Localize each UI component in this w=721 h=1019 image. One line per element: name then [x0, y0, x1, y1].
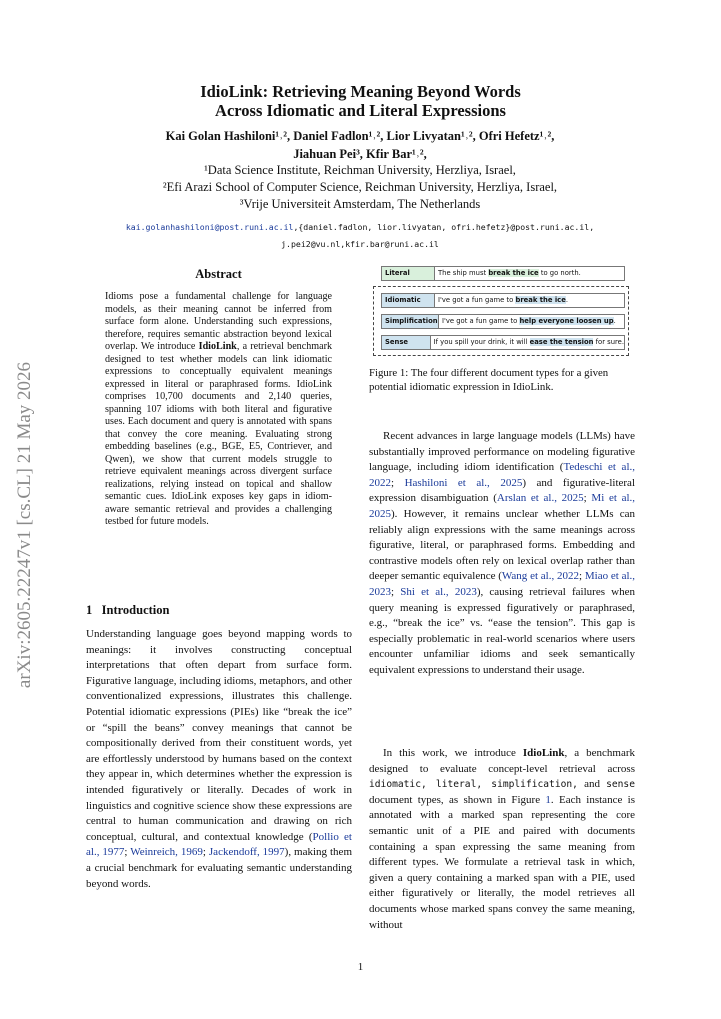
right-text-c: ). However, it remains unclear whether LLMs can reliably align expressions with the same meanings across figurative, literal, or paraphrased forms. Embedding and contrastive models often rely on lexical overlap rather than deeper semantic equivalence ( [369, 507, 635, 583]
right2-text-d: document types, as shown in Figure [369, 793, 546, 806]
right-text-a: Recent advances in large language models (LLMs) have substantially improved performance on modeling figurative language, including idiom identification ( [369, 430, 635, 474]
doc-example: If you spill your drink, it will ease the tension for sure. [430, 336, 624, 349]
citation-tedeschi[interactable]: Tedeschi et al., 2022 [369, 461, 635, 489]
doc-example: I've got a fun game to break the ice. [434, 294, 624, 307]
arxiv-id: arXiv:2605.22247v1 [cs.CL] 21 May 2026 [14, 361, 35, 689]
section-heading-introduction [86, 603, 169, 618]
citation-shi[interactable]: Shi et al., 2023 [400, 585, 477, 598]
right2-text-a: In this work, we introduce [383, 747, 523, 759]
title-line-2: Across Idiomatic and Literal Expressions [215, 101, 506, 120]
paper-title [0, 82, 721, 120]
abstract-body [105, 291, 332, 529]
doc-type-label: Sense [382, 336, 430, 349]
arxiv-watermark [6, 330, 44, 720]
figure-reference[interactable]: 1 [545, 793, 551, 806]
intro-text-a: Understanding language goes beyond mapping words to meanings: it involves constructing conceptual interpretations that often depart from surface form. Figurative language, including idioms, metaphors, and other conventionalized expressions, illustrates this challenge. Potential idiomatic expressions (PIEs) like “break the ice” or “spill the beans” convey meanings that cannot be compositionally derived from their constituent words, yet are effortlessly understood by humans based on the context they appear in, which determines whether the expression is intended figuratively or literally. Decades of work in linguistics and cognitive science show these expressions are central to human communication and drawing on rich conceptual, cultural, and contextual knowledge ( [86, 628, 352, 843]
marked-span: ease the tension [529, 338, 594, 346]
author-emails [60, 219, 660, 253]
authors-line-1: Kai Golan Hashiloni¹˒², Daniel Fadlon¹˒², Lior Livyatan¹˒², Ofri Hefetz¹˒², [165, 129, 555, 143]
section-title: Introduction [101, 603, 170, 617]
title-line-1: IdioLink: Retrieving Meaning Beyond Words [200, 82, 521, 101]
figure-1 [373, 263, 631, 358]
doc-type-label: Literal [382, 267, 434, 280]
section-number: 1 [86, 603, 93, 617]
email-link-1[interactable]: kai.golanhashiloni@post.runi.ac.il [125, 222, 294, 232]
email-text-3: j.pei2@vu.nl,kfir.bar@runi.ac.il [281, 239, 439, 249]
right-text-d: ), causing retrieval failures when query meaning is expressed figuratively or paraphrased, e.g., “break the ice” vs. “ease the tension”. This gap is especially problematic in real-world scenarios where users encounter unfamiliar idioms and seek semantically equivalent expressions to understand their usage. [369, 585, 635, 676]
page-number: 1 [357, 961, 364, 973]
email-text-2: ,{daniel.fadlon, lior.livyatan, ofri.hefetz}@post.runi.ac.il, [293, 222, 595, 232]
citation-mi[interactable]: Mi et al., 2025 [369, 492, 636, 520]
intro-paragraph-1: Understanding language goes beyond mapping words to meanings: it involves constructing conceptual interpretations that often depart from surface form. Figurative language, including idioms, metaphors, and other conventionalized expressions, illustrates this challenge. Potential idiomatic expressions (PIEs) like “break the ice” or “spill the beans” convey meanings that cannot be compositionally derived from their constituent words, yet are effortlessly understood by humans based on the context they appear in, which determines whether the expression is intended figuratively or literally. Decades of work in linguistics and cognitive science show these expressions are central to human communication and drawing on rich conceptual, cultural, and contextual knowledge (Pollio et al., 1977; Weinreich, 1969; Jackendoff, 1997), making them a crucial benchmark for evaluating semantic understanding beyond words. [86, 628, 352, 890]
marked-span: break the ice [488, 269, 539, 277]
marked-span: help everyone loosen up [519, 317, 614, 325]
right-text-b: ) and figurative-literal expression disambiguation ( [369, 476, 636, 505]
figure-row-simplification [381, 314, 625, 329]
intro-text-b: ), making them a crucial benchmark for evaluating semantic understanding beyond words. [86, 846, 352, 890]
doc-type-label: Idiomatic [382, 294, 434, 307]
author-list [60, 127, 660, 163]
doc-example: The ship must break the ice to go north. [434, 267, 624, 280]
affiliation-3: ³Vrije Universiteit Amsterdam, The Netherlands [239, 197, 481, 211]
right2-mono: idiomatic, literal, simplification, [369, 779, 578, 791]
figure-row-idiomatic [381, 293, 625, 308]
affiliation-1: ¹Data Science Institute, Reichman University, Herzliya, Israel, [204, 163, 516, 177]
right-paragraph-2 [369, 746, 635, 933]
citation-weinreich[interactable]: Weinreich, 1969 [130, 846, 203, 859]
affiliation-2: ²Efi Arazi School of Computer Science, Reichman University, Herzliya, Israel, [162, 180, 558, 194]
right2-mono-2: sense [606, 779, 635, 791]
abstract-text-2: , a retrieval benchmark designed to test whether models can link idiomatic expressions to conceptually equivalent meanings expressed in literal or paraphrased forms. IdioLink comprises 10,700 documents and 2,140 queries, spanning 107 idioms with both literal and figurative uses. Each document and query is annotated with spans that convey the core meaning. Evaluating strong embedding baselines (e.g., BGE, E5, Contriever, and Qwen), we show that current models struggle to retrieve equivalent meanings across divergent surface realizations, relying instead on topical and shallow semantic cues. IdioLink exposes key gaps in idiom-aware semantic retrieval and provides a challenging testbed for future models. [105, 341, 332, 527]
abstract-text-1: Idioms pose a fundamental challenge for language models, as their meaning cannot be inferred from surface form alone. Understanding such expressions, therefore, requires semantic abstraction beyond lexical overlap. We introduce [105, 291, 332, 352]
authors-line-2: Jiahuan Pei³, Kfir Bar¹˒², [293, 147, 427, 161]
doc-example: I've got a fun game to help everyone loosen up. [438, 315, 624, 328]
right2-text-b: , a benchmark designed to evaluate concept-level retrieval across [369, 747, 636, 775]
citation-miao[interactable]: Miao et al., 2023 [369, 570, 636, 598]
right2-text-c: and [577, 778, 607, 791]
citation-jackendoff[interactable]: Jackendoff, 1997 [208, 846, 285, 859]
citation-pollio[interactable]: Pollio et al., 1977 [86, 830, 352, 859]
citation-wang[interactable]: Wang et al., 2022 [501, 570, 580, 583]
doc-type-label: Simplification [382, 315, 438, 328]
figure-row-sense [381, 335, 625, 350]
right2-text-e: . Each instance is annotated with a marked span representing the core semantic unit of a PIE and paired with documents containing a span expressing the same meaning from different types. We formulate a retrieval task in which, given a query containing a marked span with a PIE, used either figuratively or literally, the model retrieves all documents whose marked spans convey the same meaning, without [369, 793, 635, 931]
figure-caption: Figure 1: The four different document types for a given potential idiomatic expression in IdioLink. [369, 367, 609, 393]
right2-bold: IdioLink [522, 747, 565, 759]
marked-span: break the ice [515, 296, 566, 304]
citation-hashiloni[interactable]: Hashiloni et al., 2025 [404, 476, 523, 489]
citation-arslan[interactable]: Arslan et al., 2025 [496, 492, 584, 505]
right-paragraph-1: Recent advances in large language models (LLMs) have substantially improved performance on modeling figurative language, including idiom identification (Tedeschi et al., 2022; Hashiloni et al., 2025) and figurative-literal expression disambiguation (Arslan et al., 2025; Mi et al., 2025). However, it remains unclear whether LLMs can reliably align expressions with the same meanings across figurative, literal, or paraphrased forms. Embedding and contrastive models often rely on lexical overlap rather than deeper semantic equivalence (Wang et al., 2022; Miao et al., 2023; Shi et al., 2023), causing retrieval failures when query meaning is expressed figuratively or paraphrased, e.g., “break the ice” vs. “ease the tension”. This gap is especially problematic in real-world scenarios where users encounter unfamiliar idioms and seek semantically equivalent expressions to understand their usage. [369, 430, 636, 676]
abstract-bold: IdioLink [198, 341, 237, 352]
abstract-heading: Abstract [195, 267, 242, 281]
affiliations [60, 162, 660, 213]
figure-row-literal [381, 266, 625, 281]
